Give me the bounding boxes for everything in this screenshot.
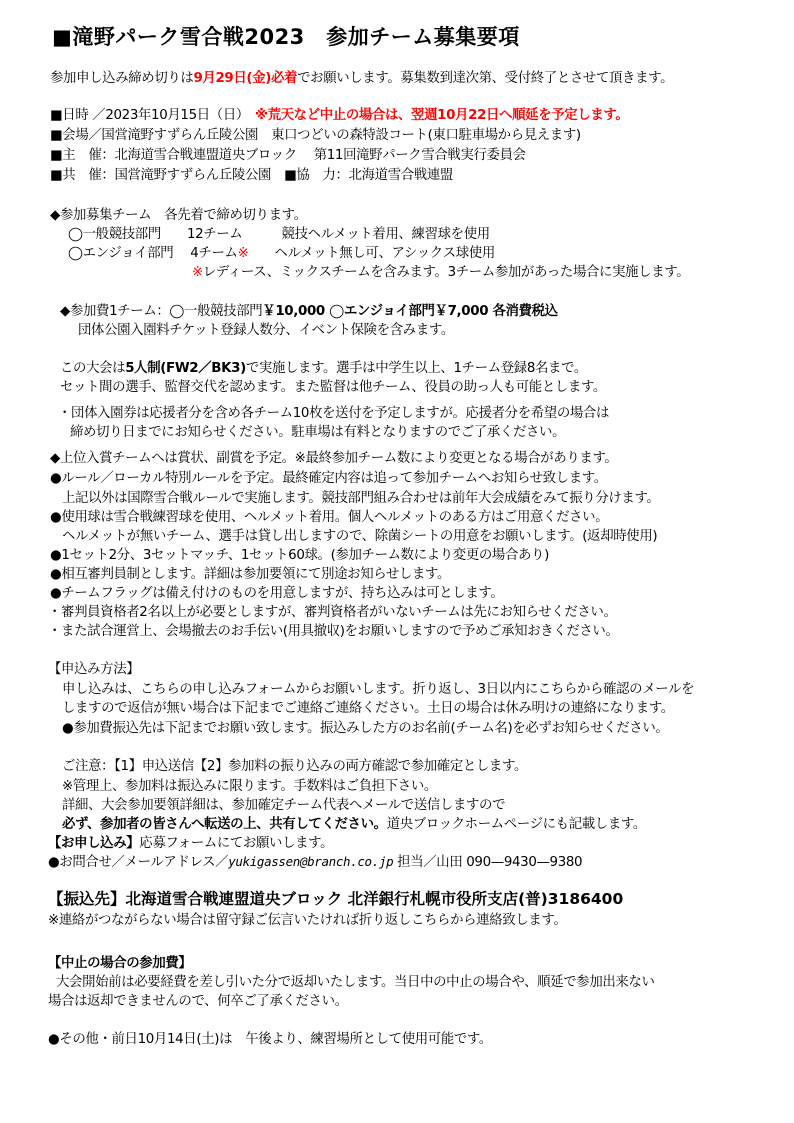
deadline-notice	[50, 70, 673, 87]
deadline-post: でお願いします。募集数到達次第、受付終了とさせて頂きます。	[297, 71, 674, 86]
fee-amounts: ￥10,000 ◯エンジョイ部門￥7,000 各消費税込	[262, 304, 558, 319]
rules-format-pre: この大会は	[60, 361, 126, 376]
recruit-enjoy-post: ヘルメット無し可、アシックス球使用	[248, 246, 495, 261]
fee-line	[60, 303, 558, 320]
rules-referee: ●相互審判員制とします。詳細は参加要領にて別途お知らせします。	[50, 567, 451, 582]
recruit-enjoy	[68, 245, 495, 262]
apply-fee-transfer: ※管理上、参加料は振込みに限ります。手数料はご負担下さい。	[62, 779, 437, 794]
rules-format	[60, 360, 587, 377]
rules-format-post: で実施します。選手は中学生以上、1チーム登録8名まで。	[245, 361, 587, 376]
fee-pre: ◆参加費1チーム：◯一般競技部門	[60, 304, 263, 319]
ladies-text: レディース、ミックスチームを含みます。3チーム参加があった場合に実施します。	[202, 265, 690, 280]
rules-ticket: ・団体入園券は応援者分を含め各チーム10枚を送付を予定しますが。応援者分を希望の場合は	[58, 406, 610, 421]
apply-details: 詳細、大会参加要領詳細は、参加確定チーム代表へメールで送信しますので	[62, 798, 506, 813]
event-host: ■主 催：北海道雪合戦連盟道央ブロック 第11回滝野パーク雪合戦実行委員会	[50, 148, 526, 163]
cancel-heading: 【中止の場合の参加費】	[48, 956, 192, 971]
apply-share-post: 道央ブロックホームページにも記載します。	[386, 817, 646, 832]
rules-prize: ◆上位入賞チームへは賞状、副賞を予定。※最終参加チーム数により変更となる場合があります。	[50, 451, 618, 466]
contact-email-link[interactable]: yukigassen@branch.co.jp	[228, 854, 394, 869]
bank-account: 【振込先】北海道雪合戦連盟道央ブロック 北洋銀行札幌市役所支店(普)3186400	[48, 890, 624, 908]
recruit-enjoy-mark: ※	[237, 246, 249, 261]
other-practice: ●その他・前日10月14日(土)は 午後より、練習場所として使用可能です。	[48, 1032, 492, 1047]
deadline-date: 9月29日(金)必着	[193, 71, 298, 86]
rules-referee-qualified: ・審判員資格者2名以上が必要としますが、審判資格者がいないチームは先にお知らせください。	[48, 605, 617, 620]
rules-ball: ●使用球は雪合戦練習球を使用、ヘルメット着用。個人ヘルメットのある方はご用意ください。	[50, 510, 609, 525]
event-venue: ■会場／国営滝野すずらん丘陵公園 東口つどいの森特設コート(東口駐車場から見えます)	[50, 128, 581, 143]
fee-note: 団体公園入園料チケット登録人数分、イベント保険を含みます。	[78, 323, 454, 338]
apply-caution: ご注意：【1】申込送信【2】参加料の振り込みの両方確認で参加確定とします。	[62, 759, 527, 774]
apply-heading: 【申込み方法】	[48, 662, 140, 677]
apply-form	[48, 835, 333, 852]
event-date	[50, 107, 628, 124]
rules-set: ●1セット2分、3セットマッチ、1セット60球。(参加チーム数により変更の場合あり)	[50, 548, 549, 563]
page-title: ■滝野パーク雪合戦2023 参加チーム募集要項	[52, 25, 520, 49]
contact-person: 担当／山田 090—9430—9380	[393, 855, 583, 870]
cancel-line-2: 場合は返却できませんので、何卒ご了承ください。	[48, 994, 348, 1009]
contact-pre: ●お問合せ／メールアドレス／	[48, 855, 229, 870]
bank-note: ※連絡がつながらない場合は留守録ご伝言いたければ折り返しこちらから連絡致します。	[48, 913, 567, 928]
rules-format-bold: 5人制(FW2／BK3)	[125, 361, 246, 376]
recruit-ladies-note	[192, 264, 689, 281]
rules-ticket-cont: 締め切り日までにお知らせください。駐車場は有料となりますのでご了承ください。	[70, 425, 566, 440]
apply-share-bold: 必ず、参加者の皆さんへ転送の上、共有してください。	[62, 817, 387, 832]
recruit-enjoy-pre: ◯エンジョイ部門 4チーム	[68, 246, 238, 261]
rules-international: 上記以外は国際雪合戦ルールで実施します。競技部門組み合わせは前年大会成績をみて振り分けます。	[62, 491, 660, 506]
recruit-general: ◯一般競技部門 12チーム 競技ヘルメット着用、練習球を使用	[68, 227, 490, 242]
apply-line-2: しますので返信が無い場合は下記までご連絡ご連絡ください。土日の場合は休み明けの連絡になります。	[62, 701, 674, 716]
apply-payment: ●参加費振込先は下記までお願い致します。振込みした方のお名前(チーム名)を必ずお知らせください。	[62, 721, 669, 736]
rules-helmet: ヘルメットが無いチーム、選手は貸し出しますので、除菌シートの用意をお願いします。(返却時使用)	[62, 529, 658, 544]
event-date-text: ■日時 ／2023年10月15日（日）	[50, 108, 249, 123]
contact-line	[48, 853, 582, 871]
postpone-note: ※荒天など中止の場合は、翌週10月22日へ順延を予定します。	[254, 108, 629, 123]
rules-substitution: セット間の選手、監督交代を認めます。また監督は他チーム、役員の助っ人も可能とします。	[60, 380, 606, 395]
ladies-mark: ※	[192, 265, 203, 280]
apply-form-bold[interactable]: 【お申し込み】	[48, 836, 140, 851]
apply-form-post: 応募フォームにてお願いします。	[139, 836, 334, 851]
apply-share	[62, 816, 646, 833]
recruit-heading: ◆参加募集チーム 各先着で締め切ります。	[50, 208, 307, 223]
rules-local: ●ルール／ローカル特別ルールを予定。最終確定内容は追って参加チームへお知らせ致します。	[50, 471, 607, 486]
event-cohost: ■共 催：国営滝野すずらん丘陵公園 ■協 力：北海道雪合戦連盟	[50, 168, 453, 183]
rules-flag: ●チームフラッグは備え付けのものを用意しますが、持ち込みは可とします。	[50, 586, 504, 601]
apply-line-1: 申し込みは、こちらの申し込みフォームからお願いします。折り返し、3日以内にこちらから確認のメールを	[62, 682, 695, 697]
rules-cleanup: ・また試合運営上、会場撤去のお手伝い(用具撤収)をお願いしますので予めご承知おきください。	[48, 624, 619, 639]
cancel-line-1: 大会開始前は必要経費を差し引いた分で返却いたします。当日中の中止の場合や、順延で参加出来ない	[56, 975, 655, 990]
deadline-pre: 参加申し込み締め切りは	[50, 71, 194, 86]
